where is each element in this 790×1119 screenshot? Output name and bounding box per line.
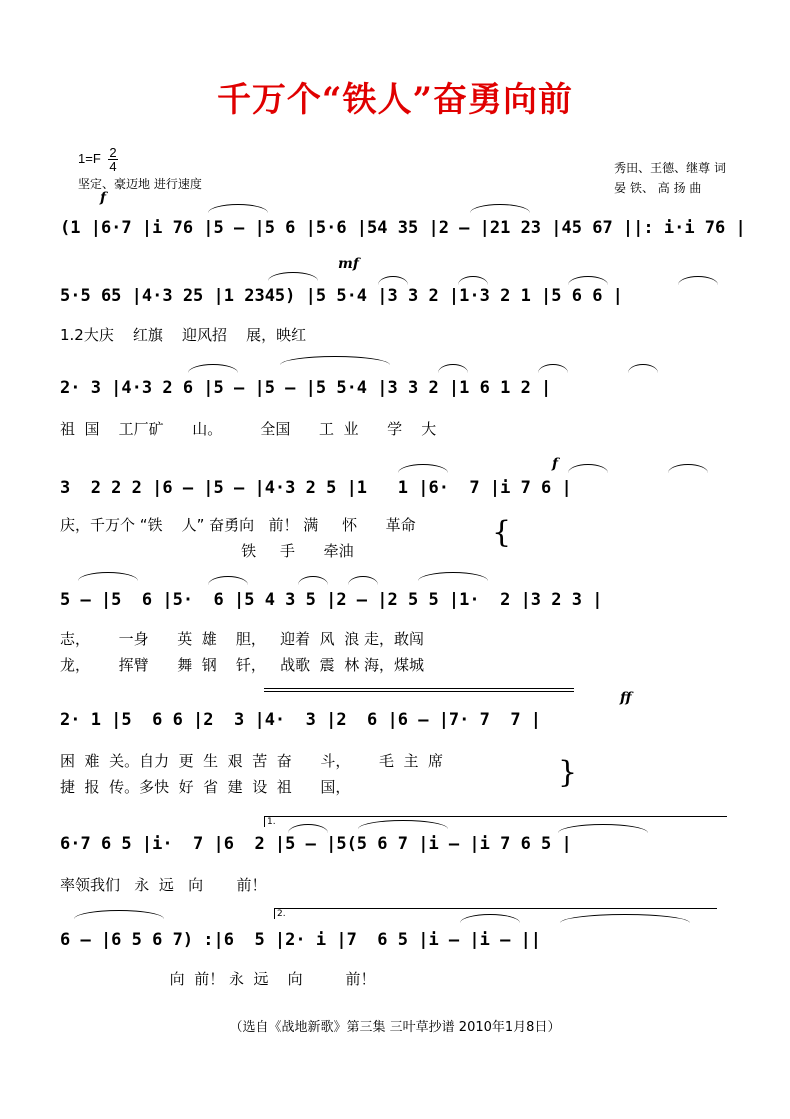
notes: 5·5 65 |4·3 25 |1 2345) |5 5·4 |3 3 2 |1·3 2 1 |5 6 6 | [60, 286, 623, 306]
dynamic-mezzo-forte: mf [338, 256, 359, 272]
key-label: 1=F [78, 150, 101, 166]
slur [458, 276, 488, 285]
time-signature [108, 146, 117, 173]
notes: 6 — |6 5 6 7) :|6 5 |2· i |7 6 5 |i — |i — || [60, 930, 542, 950]
lyric-line-2: 铁 手 牵油 [60, 542, 354, 560]
slur [188, 364, 238, 373]
source-note: （选自《战地新歌》第三集 三叶草抄谱 2010年1月8日） [229, 1020, 561, 1035]
first-ending: 1. [264, 816, 727, 827]
slur [628, 364, 658, 373]
credits [614, 158, 726, 198]
slur [298, 576, 328, 585]
notes: 2· 1 |5 6 6 |2 3 |4· 3 |2 6 |6 — |7· 7 7 | [60, 710, 542, 730]
slur [78, 572, 138, 581]
composer: 晏 铁、 高 扬 曲 [614, 181, 702, 195]
lyric-line-1: 志， 一身 英 雄 胆， 迎着 风 浪 走，敢闯 [60, 630, 424, 648]
slur [538, 364, 568, 373]
lyric-line-1: 困 难 关。自力 更 生 艰 苦 奋 斗， 毛 主 席 [60, 752, 444, 770]
crescendo-line [264, 688, 574, 689]
dynamic-forte: f [100, 190, 107, 206]
lyric-brace: } [558, 755, 578, 790]
slur [438, 364, 468, 373]
time-signature-bottom: 4 [109, 159, 117, 174]
slur [208, 204, 268, 213]
lyric-line-1: 率领我们 永 远 向 前！ [60, 876, 267, 894]
dynamic-fortissimo: ff [620, 690, 632, 706]
lyricist: 秀田、王德、继尊 词 [614, 161, 726, 175]
lyric-line-1: 1.2大庆 红旗 迎风招 展，映红 [60, 326, 307, 344]
slur [668, 464, 708, 473]
slur [568, 276, 608, 285]
tempo-marking: 坚定、豪迈地 进行速度 [78, 177, 202, 191]
lyric-line-1: 庆，千万个 “铁 人” 奋勇向 前！ 满 怀 革命 [60, 516, 416, 534]
slur [568, 464, 608, 473]
lyric-line-1: 向 前！ 永 远 向 前！ [60, 970, 376, 988]
slur [74, 910, 164, 919]
notes: 5 — |5 6 |5· 6 |5 4 3 5 |2 — |2 5 5 |1· 2 |3 2 3 | [60, 590, 603, 610]
time-signature-top: 2 [109, 145, 117, 160]
notes: 6·7 6 5 |i· 7 |6 2 |5 — |5(5 6 7 |i — |i 7 6 5 | [60, 834, 572, 854]
slur [470, 204, 530, 213]
notes: 3 2 2 2 |6 — |5 — |4·3 2 5 |1 1 |6· 7 |i 7 6 | [60, 478, 572, 498]
slur [418, 572, 488, 581]
lyric-line-2: 龙， 挥臂 舞 钢 钎， 战歌 震 林 海，煤城 [60, 656, 424, 674]
notes: (1 |6·7 |i 76 |5 — |5 6 |5·6 |54 35 |2 — |21 23 |45 67 ||: i·i 76 | [60, 218, 746, 238]
lyric-brace: { [492, 515, 512, 550]
lyric-line-2: 捷 报 传。多快 好 省 建 设 祖 国， [60, 778, 351, 796]
slur [678, 276, 718, 285]
slur [280, 356, 390, 365]
second-ending: 2. [274, 908, 717, 919]
dynamic-forte: f [552, 456, 559, 472]
song-title: 千万个“铁人”奋勇向前 [216, 80, 574, 120]
slur [348, 576, 378, 585]
notes: 2· 3 |4·3 2 6 |5 — |5 — |5 5·4 |3 3 2 |1 6 1 2 | [60, 378, 552, 398]
slur [268, 272, 318, 281]
key-signature [78, 146, 118, 173]
slur [378, 276, 408, 285]
crescendo-line [264, 691, 574, 692]
slur [208, 576, 248, 585]
slur [398, 464, 448, 473]
lyric-line-1: 祖 国 工厂矿 山。 全国 工 业 学 大 [60, 420, 437, 438]
